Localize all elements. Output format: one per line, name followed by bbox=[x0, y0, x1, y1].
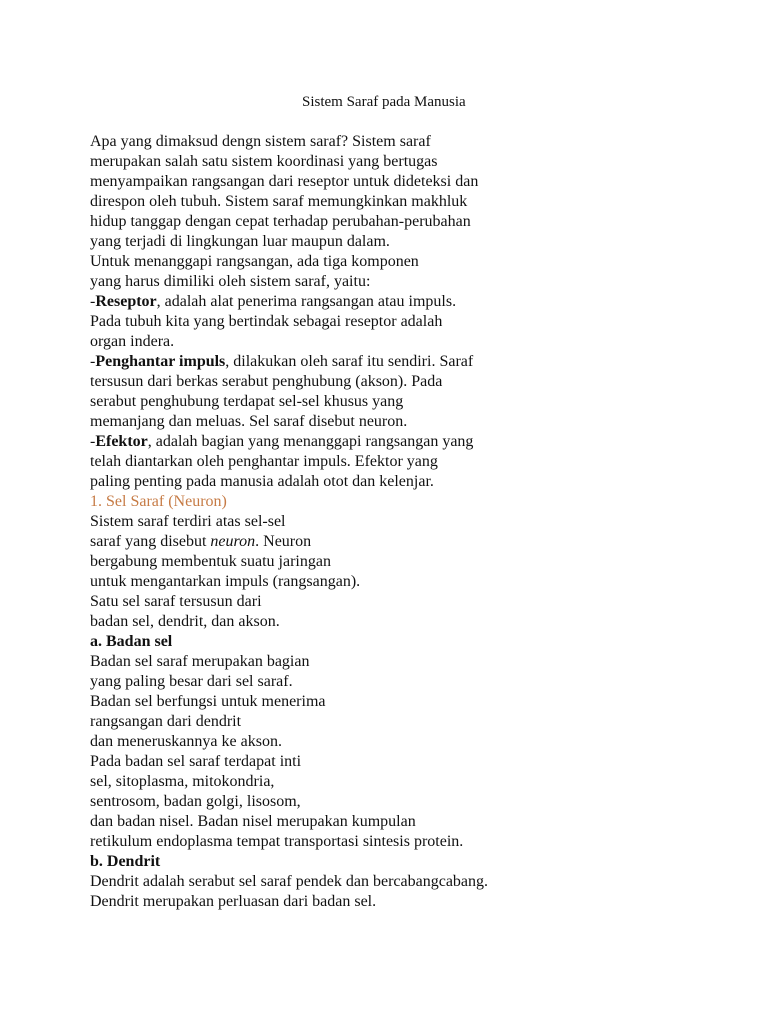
bullet-dash: - bbox=[90, 353, 96, 370]
intro-line: yang terjadi di lingkungan luar maupun dalam. bbox=[90, 233, 390, 250]
badan-sel-line: retikulum endoplasma tempat transportasi sintesis protein. bbox=[90, 833, 464, 850]
efektor-term: Efektor bbox=[95, 433, 148, 450]
badan-sel-line: Badan sel berfungsi untuk menerima bbox=[90, 693, 326, 710]
document-title: Sistem Saraf pada Manusia bbox=[302, 94, 466, 110]
dendrit-line: Dendrit merupakan perluasan dari badan sel. bbox=[90, 893, 377, 910]
reseptor-cont: organ indera. bbox=[90, 333, 175, 350]
intro-line: hidup tanggap dengan cepat terhadap perubahan-perubahan bbox=[90, 213, 471, 230]
neuron-text: saraf yang disebut bbox=[90, 533, 211, 550]
intro-line: yang harus dimiliki oleh sistem saraf, yaitu: bbox=[90, 273, 371, 290]
badan-sel-line: Pada badan sel saraf terdapat inti bbox=[90, 753, 302, 770]
neuron-line bbox=[90, 532, 750, 552]
badan-sel-line: sel, sitoplasma, mitokondria, bbox=[90, 773, 275, 790]
subheading-dendrit bbox=[90, 852, 750, 872]
badan-sel-line: rangsangan dari dendrit bbox=[90, 713, 242, 730]
subheading-badan-sel bbox=[90, 632, 750, 652]
intro-line: merupakan salah satu sistem koordinasi yang bertugas bbox=[90, 153, 438, 170]
section-heading-neuron: 1. Sel Saraf (Neuron) bbox=[90, 493, 227, 510]
dendrit-line: Dendrit adalah serabut sel saraf pendek dan bercabangcabang. bbox=[90, 873, 489, 890]
penghantar-cont: memanjang dan meluas. Sel saraf disebut neuron. bbox=[90, 413, 408, 430]
penghantar-term: Penghantar impuls bbox=[95, 353, 226, 370]
document-body bbox=[90, 132, 750, 912]
penghantar-desc: , dilakukan oleh saraf itu sendiri. Saraf bbox=[225, 353, 474, 370]
penghantar-line bbox=[90, 352, 750, 372]
penghantar-cont: serabut penghubung terdapat sel-sel khusus yang bbox=[90, 393, 404, 410]
dendrit-heading: b. Dendrit bbox=[90, 853, 161, 870]
neuron-line: Satu sel saraf tersusun dari bbox=[90, 593, 262, 610]
reseptor-desc: , adalah alat penerima rangsangan atau impuls. bbox=[156, 293, 457, 310]
badan-sel-heading: a. Badan sel bbox=[90, 633, 173, 650]
reseptor-cont: Pada tubuh kita yang bertindak sebagai reseptor adalah bbox=[90, 313, 443, 330]
bullet-dash: - bbox=[90, 433, 96, 450]
efektor-cont: telah diantarkan oleh penghantar impuls. Efektor yang bbox=[90, 453, 438, 470]
efektor-line bbox=[90, 432, 750, 452]
badan-sel-line: dan meneruskannya ke akson. bbox=[90, 733, 282, 750]
neuron-line: untuk mengantarkan impuls (rangsangan). bbox=[90, 573, 361, 590]
neuron-line: bergabung membentuk suatu jaringan bbox=[90, 553, 331, 570]
neuron-term: neuron bbox=[210, 533, 256, 550]
penghantar-cont: tersusun dari berkas serabut penghubung (akson). Pada bbox=[90, 373, 443, 390]
efektor-desc: , adalah bagian yang menanggapi rangsangan yang bbox=[147, 433, 474, 450]
reseptor-term: Reseptor bbox=[95, 293, 157, 310]
intro-line: menyampaikan rangsangan dari reseptor untuk dideteksi dan bbox=[90, 173, 479, 190]
reseptor-line bbox=[90, 292, 750, 312]
neuron-text: . Neuron bbox=[255, 533, 312, 550]
neuron-line: badan sel, dendrit, dan akson. bbox=[90, 613, 280, 630]
badan-sel-line: sentrosom, badan golgi, lisosom, bbox=[90, 793, 301, 810]
intro-line: direspon oleh tubuh. Sistem saraf memungkinkan makhluk bbox=[90, 193, 468, 210]
efektor-cont: paling penting pada manusia adalah otot dan kelenjar. bbox=[90, 473, 434, 490]
badan-sel-line: yang paling besar dari sel saraf. bbox=[90, 673, 293, 690]
badan-sel-line: Badan sel saraf merupakan bagian bbox=[90, 653, 310, 670]
intro-line: Untuk menanggapi rangsangan, ada tiga komponen bbox=[90, 253, 419, 270]
neuron-line: Sistem saraf terdiri atas sel-sel bbox=[90, 513, 286, 530]
intro-line: Apa yang dimaksud dengn sistem saraf? Sistem saraf bbox=[90, 133, 431, 150]
badan-sel-line: dan badan nisel. Badan nisel merupakan kumpulan bbox=[90, 813, 416, 830]
bullet-dash: - bbox=[90, 293, 96, 310]
